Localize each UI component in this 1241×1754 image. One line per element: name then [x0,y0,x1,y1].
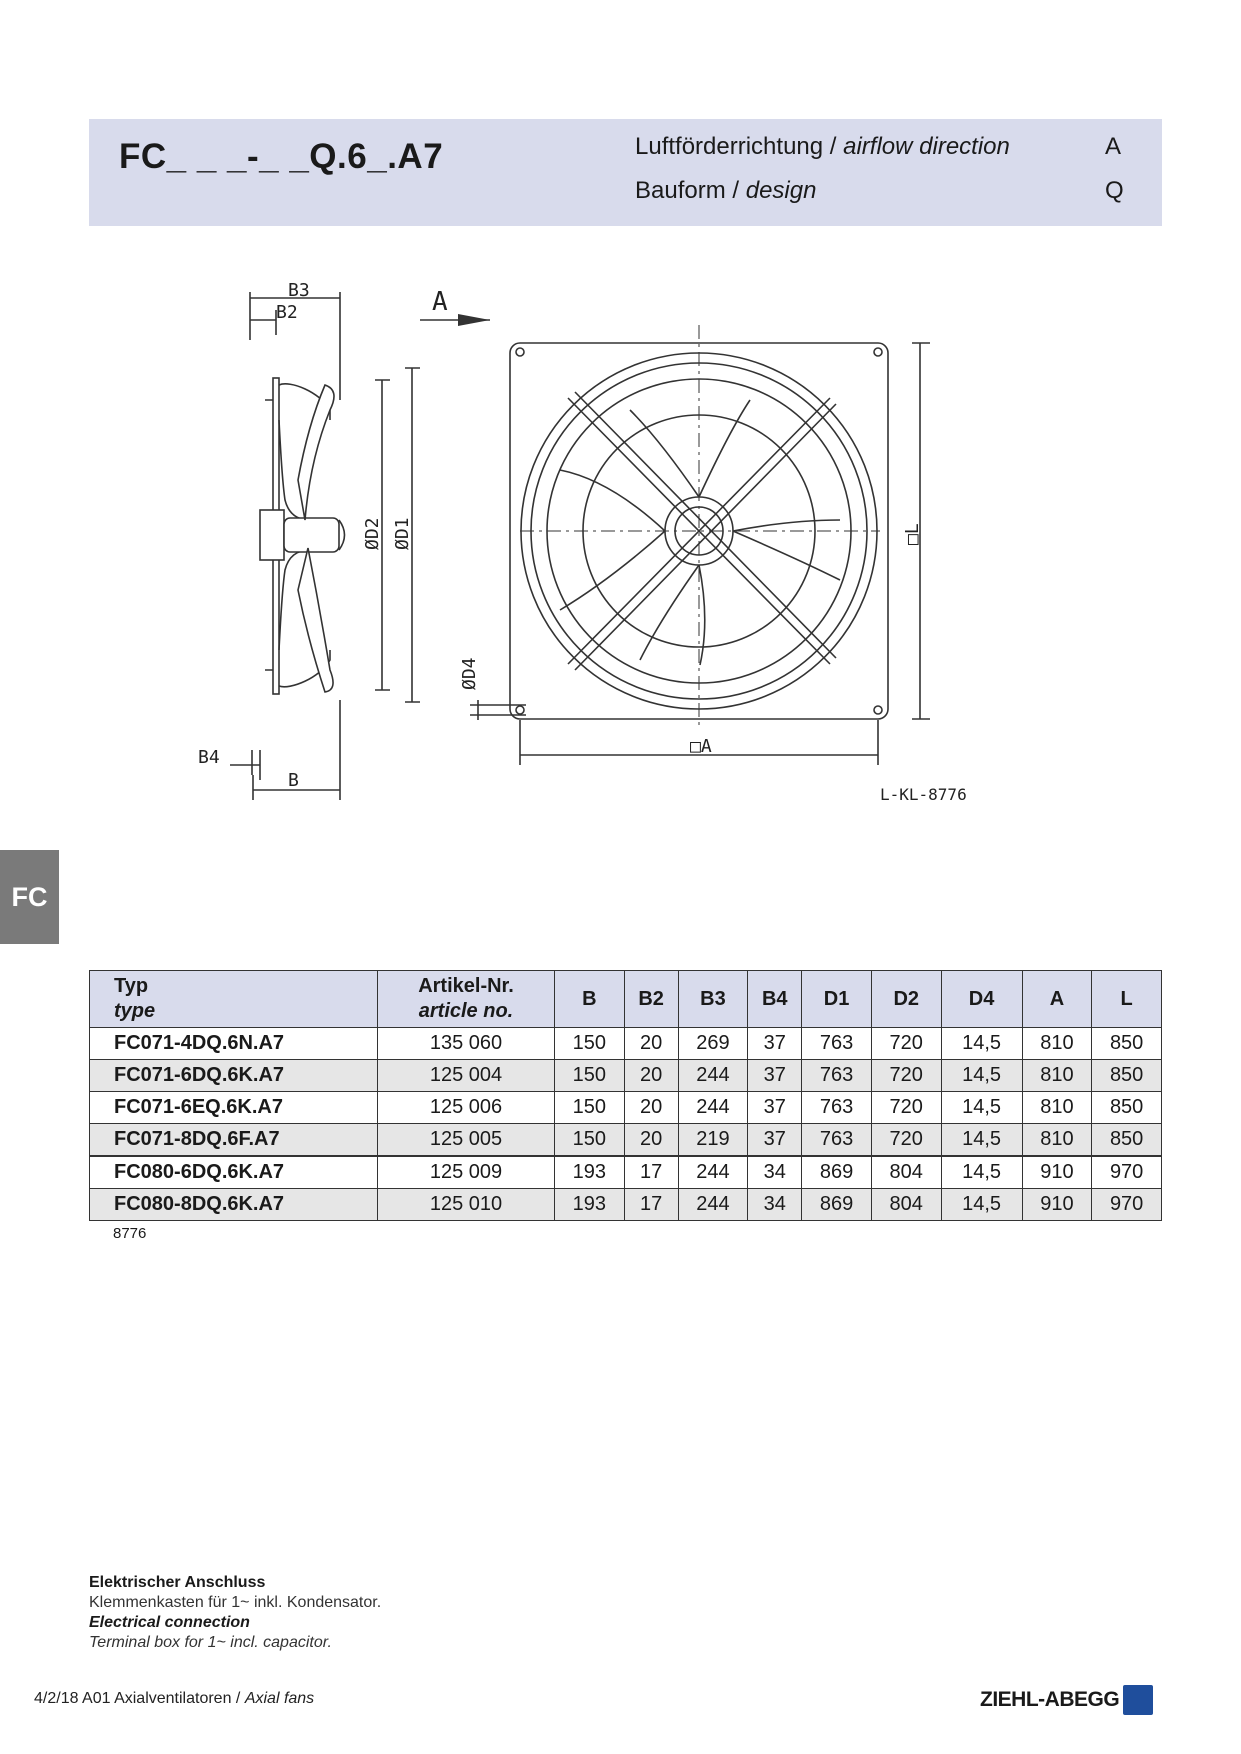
table-row [90,1028,1162,1060]
cell-value: 150 [555,1124,625,1157]
elec-title-de: Elektrischer Anschluss [89,1574,266,1591]
cell-value: 763 [802,1092,872,1124]
cell-value: 14,5 [941,1028,1022,1060]
cell-value: 14,5 [941,1156,1022,1189]
label-d2: ØD2 [362,517,383,550]
cell-value: 970 [1092,1156,1162,1189]
cell-article: 125 006 [378,1092,555,1124]
col-type: Typ type [90,971,378,1028]
cell-value: 910 [1022,1156,1092,1189]
cell-value: 150 [555,1028,625,1060]
brand-logo-icon [1123,1685,1153,1715]
label-d4: ØD4 [459,657,480,690]
col-b: B [555,971,625,1028]
table-row [90,1092,1162,1124]
cell-value: 20 [624,1060,678,1092]
cell-article: 125 010 [378,1189,555,1221]
cell-value: 763 [802,1124,872,1157]
cell-value: 970 [1092,1189,1162,1221]
cell-value: 14,5 [941,1060,1022,1092]
cell-value: 20 [624,1092,678,1124]
elec-text-en: Terminal box for 1~ incl. capacitor. [89,1634,332,1651]
cell-value: 804 [871,1156,941,1189]
table-row [90,1060,1162,1092]
cell-value: 34 [748,1189,802,1221]
cell-value: 810 [1022,1028,1092,1060]
table-row [90,1189,1162,1221]
technical-drawing [190,280,1090,920]
cell-value: 150 [555,1060,625,1092]
cell-value: 810 [1022,1124,1092,1157]
table-row [90,1124,1162,1157]
airflow-value: A [1105,133,1122,160]
cell-article: 125 005 [378,1124,555,1157]
col-a: A [1022,971,1092,1028]
cell-value: 763 [802,1028,872,1060]
cell-value: 14,5 [941,1124,1022,1157]
side-tab: FC [0,850,59,944]
table-row [90,1156,1162,1189]
cell-value: 37 [748,1092,802,1124]
cell-value: 850 [1092,1028,1162,1060]
col-l: L [1092,971,1162,1028]
cell-value: 20 [624,1124,678,1157]
front-view [470,325,930,765]
cell-value: 20 [624,1028,678,1060]
cell-type: FC071-4DQ.6N.A7 [90,1028,378,1060]
elec-text-de: Klemmenkasten für 1~ inkl. Kondensator. [89,1594,382,1611]
side-view [230,292,490,800]
label-a-arrow: A [432,287,448,317]
cell-value: 150 [555,1092,625,1124]
label-b4: B4 [198,747,220,768]
cell-article: 135 060 [378,1028,555,1060]
cell-value: 37 [748,1028,802,1060]
cell-type: FC071-6DQ.6K.A7 [90,1060,378,1092]
cell-value: 720 [871,1124,941,1157]
cell-value: 720 [871,1060,941,1092]
cell-value: 17 [624,1156,678,1189]
cell-value: 869 [802,1156,872,1189]
cell-value: 804 [871,1189,941,1221]
cell-value: 810 [1022,1060,1092,1092]
cell-value: 850 [1092,1060,1162,1092]
table-code: 8776 [113,1225,147,1242]
cell-value: 37 [748,1124,802,1157]
col-d1: D1 [802,971,872,1028]
cell-value: 720 [871,1028,941,1060]
cell-value: 244 [678,1092,748,1124]
cell-value: 14,5 [941,1189,1022,1221]
cell-value: 869 [802,1189,872,1221]
header-band [89,119,1162,226]
model-code: FC_ _ _-_ _Q.6_.A7 [119,137,444,176]
cell-value: 244 [678,1060,748,1092]
cell-value: 34 [748,1156,802,1189]
airflow-label: Luftförderrichtung / airflow direction [635,133,1010,160]
cell-value: 269 [678,1028,748,1060]
elec-title-en: Electrical connection [89,1614,250,1631]
cell-type: FC080-8DQ.6K.A7 [90,1189,378,1221]
cell-type: FC071-6EQ.6K.A7 [90,1092,378,1124]
cell-value: 910 [1022,1189,1092,1221]
cell-article: 125 004 [378,1060,555,1092]
cell-value: 14,5 [941,1092,1022,1124]
label-b: B [288,770,299,791]
cell-type: FC080-6DQ.6K.A7 [90,1156,378,1189]
cell-value: 244 [678,1189,748,1221]
brand-name: ZIEHL-ABEGG [980,1688,1120,1711]
cell-value: 850 [1092,1124,1162,1157]
cell-value: 17 [624,1189,678,1221]
col-d2: D2 [871,971,941,1028]
label-d1: ØD1 [392,517,413,550]
col-b2: B2 [624,971,678,1028]
cell-value: 37 [748,1060,802,1092]
table-body [90,1028,1162,1221]
footer: 4/2/18 A01 Axialventilatoren / Axial fans [34,1690,315,1707]
design-value: Q [1105,177,1124,204]
cell-value: 850 [1092,1092,1162,1124]
dimension-table [89,970,1162,1221]
drawing-code: L-KL-8776 [880,785,967,804]
cell-article: 125 009 [378,1156,555,1189]
col-b4: B4 [748,971,802,1028]
col-b3: B3 [678,971,748,1028]
electrical-connection [89,1573,381,1653]
cell-value: 244 [678,1156,748,1189]
cell-value: 193 [555,1189,625,1221]
cell-value: 810 [1022,1092,1092,1124]
col-article: Artikel-Nr. article no. [378,971,555,1028]
label-sq-a: □A [690,736,712,757]
cell-value: 193 [555,1156,625,1189]
brand-logo [980,1685,1153,1715]
label-sq-l: □L [902,523,923,545]
cell-value: 763 [802,1060,872,1092]
label-b2: B2 [276,302,298,323]
cell-value: 720 [871,1092,941,1124]
design-label: Bauform / design [635,177,817,204]
cell-value: 219 [678,1124,748,1157]
cell-type: FC071-8DQ.6F.A7 [90,1124,378,1157]
col-d4: D4 [941,971,1022,1028]
label-b3: B3 [288,280,310,301]
